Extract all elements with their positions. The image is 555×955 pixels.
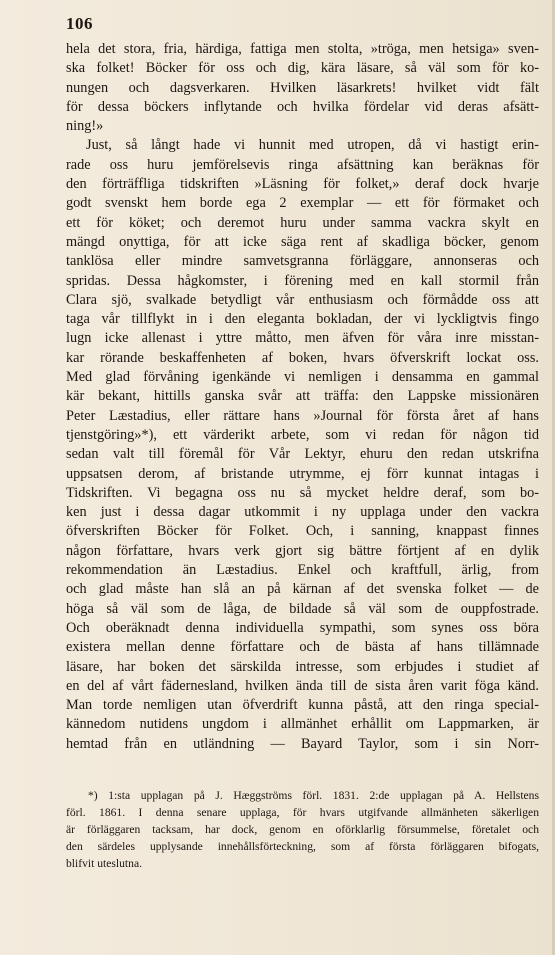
text-line: ning!»	[66, 118, 104, 135]
text-line: hemtad från en utländning — Bayard Taylor, som i sin Norr-	[66, 735, 539, 752]
text-line: kar rörande beskaffenheten af boken, hvars öfverskrift lockat oss.	[66, 349, 539, 366]
page-number: 106	[66, 14, 93, 33]
text-line: mängd onyttiga, för att icke säga rent af skadliga böcker, genom	[66, 233, 539, 250]
body-text	[66, 40, 539, 754]
text-line: öfverskriften Böcker för Folket. Och, i sanning, knappast finnes	[66, 523, 539, 540]
text-line: Tidskriften. Vi begagna oss nu så mycket heldre deraf, som bo-	[66, 484, 539, 501]
footnote-line: är förläggaren tacksam, har dock, genom en oförklarlig försummelse, företalet och	[66, 823, 539, 836]
footnote	[66, 787, 539, 872]
text-line: och glad måste han slå an på kärnan af det svenska folket — de	[66, 581, 539, 598]
text-line: en del af vårt fädernesland, hvilken ända till de sista åren varit föga känd.	[66, 677, 539, 694]
text-line: ska folket! Böcker för oss och dig, kära läsare, så väl som för ko-	[66, 60, 539, 77]
footnote-line: den särdeles upplysande innehållsförteckning, som af första förläggaren bifogats,	[66, 840, 539, 853]
text-line: ken just i dessa dagar utkommit i ny upplaga under den vackra	[66, 504, 539, 521]
text-line: Just, så långt hade vi hunnit med utropen, då vi hastigt erin-	[86, 137, 539, 154]
text-line: tjenstgöring»*), ett värderikt arbete, som vi redan för någon tid	[66, 426, 539, 443]
footnote-line: förl. 1861. I denna senare upplaga, för hvars utgifvande allmänheten säkerligen	[66, 806, 539, 819]
text-line: existera mellan denne författare och de bästa af hans tillämnade	[66, 639, 539, 656]
text-line: kär bekant, hittills ganska svår att träffa: den Lappske missionären	[66, 388, 539, 405]
text-line: den förträffliga tidskriften »Läsning för folket,» deraf dock hvarje	[66, 176, 539, 193]
text-line: lugn icke allenast i yttre måtto, men äfven för våra inre misstan-	[66, 330, 539, 347]
text-line: Peter Læstadius, eller rättare hans »Journal för första året af hans	[66, 407, 539, 424]
text-line: rade oss huru jemförelsevis ringa afsättning kan beräknas för	[66, 156, 539, 173]
text-line: nungen och dagsverkaren. Hvilken läsarkrets! hvilket vidt fält	[66, 79, 539, 96]
text-line: spridas. Dessa hågkomster, i förening med en kall stormil från	[66, 272, 539, 289]
text-line: rekommendation än Læstadius. Enkel och kraftfull, ärlig, from	[66, 562, 539, 579]
text-line: läsare, har boken det särskilda intresse, som erbjudes i studiet af	[66, 658, 539, 675]
text-line: Clara sjö, svalkade betydligt vår enthusiasm och förmådde oss att	[66, 291, 539, 308]
text-line: uppsatsen derom, af bristande utrymme, ej förr kunnat intagas i	[66, 465, 539, 482]
text-line: för dessa böckers inflytande och hvilka fördelar vid deras afsätt-	[66, 98, 539, 115]
text-line: sedan valt till föremål för Vår Lektyr, ehuru den redan utskrifna	[66, 446, 539, 463]
text-line: någon författare, hvars verk gjort sig bättre förtjent af en dylik	[66, 542, 539, 559]
text-line: höga så väl som de låga, de bildade så väl som de ouppfostrade.	[66, 600, 539, 617]
footnote-line: *) 1:sta upplagan på J. Hæggströms förl. 1831. 2:de upplagan på A. Hellstens	[88, 789, 539, 802]
text-line: hela det stora, fria, härdiga, fattiga men stolta, »tröga, men hetsiga» sven-	[66, 41, 539, 57]
footnote-line: blifvit uteslutna.	[66, 857, 142, 870]
text-line: Med glad förvåning igenkände vi nemligen i densamma en gammal	[66, 369, 539, 386]
text-line: Och oberäknadt denna individuella sympathi, som synes oss böra	[66, 619, 539, 636]
text-line: kännedom nutidens ungdom i allmänhet erhållit om Lappmarken, är	[66, 716, 539, 733]
text-line: Man torde nemligen utan öfverdrift kunna påstå, att den ringa special-	[66, 697, 539, 714]
text-line: godt svenskt hem borde ega 2 exemplar — ett för förmaket och	[66, 195, 539, 212]
text-line: ett för köket; och deremot huru under samma vackra skylt en	[66, 214, 539, 231]
text-line: taga vår tillflykt in i den eleganta bokladan, der vi lyckligtvis fingo	[66, 311, 539, 328]
text-line: tanklösa eller mindre samvetsgranna förläggare, annonseras och	[66, 253, 539, 270]
